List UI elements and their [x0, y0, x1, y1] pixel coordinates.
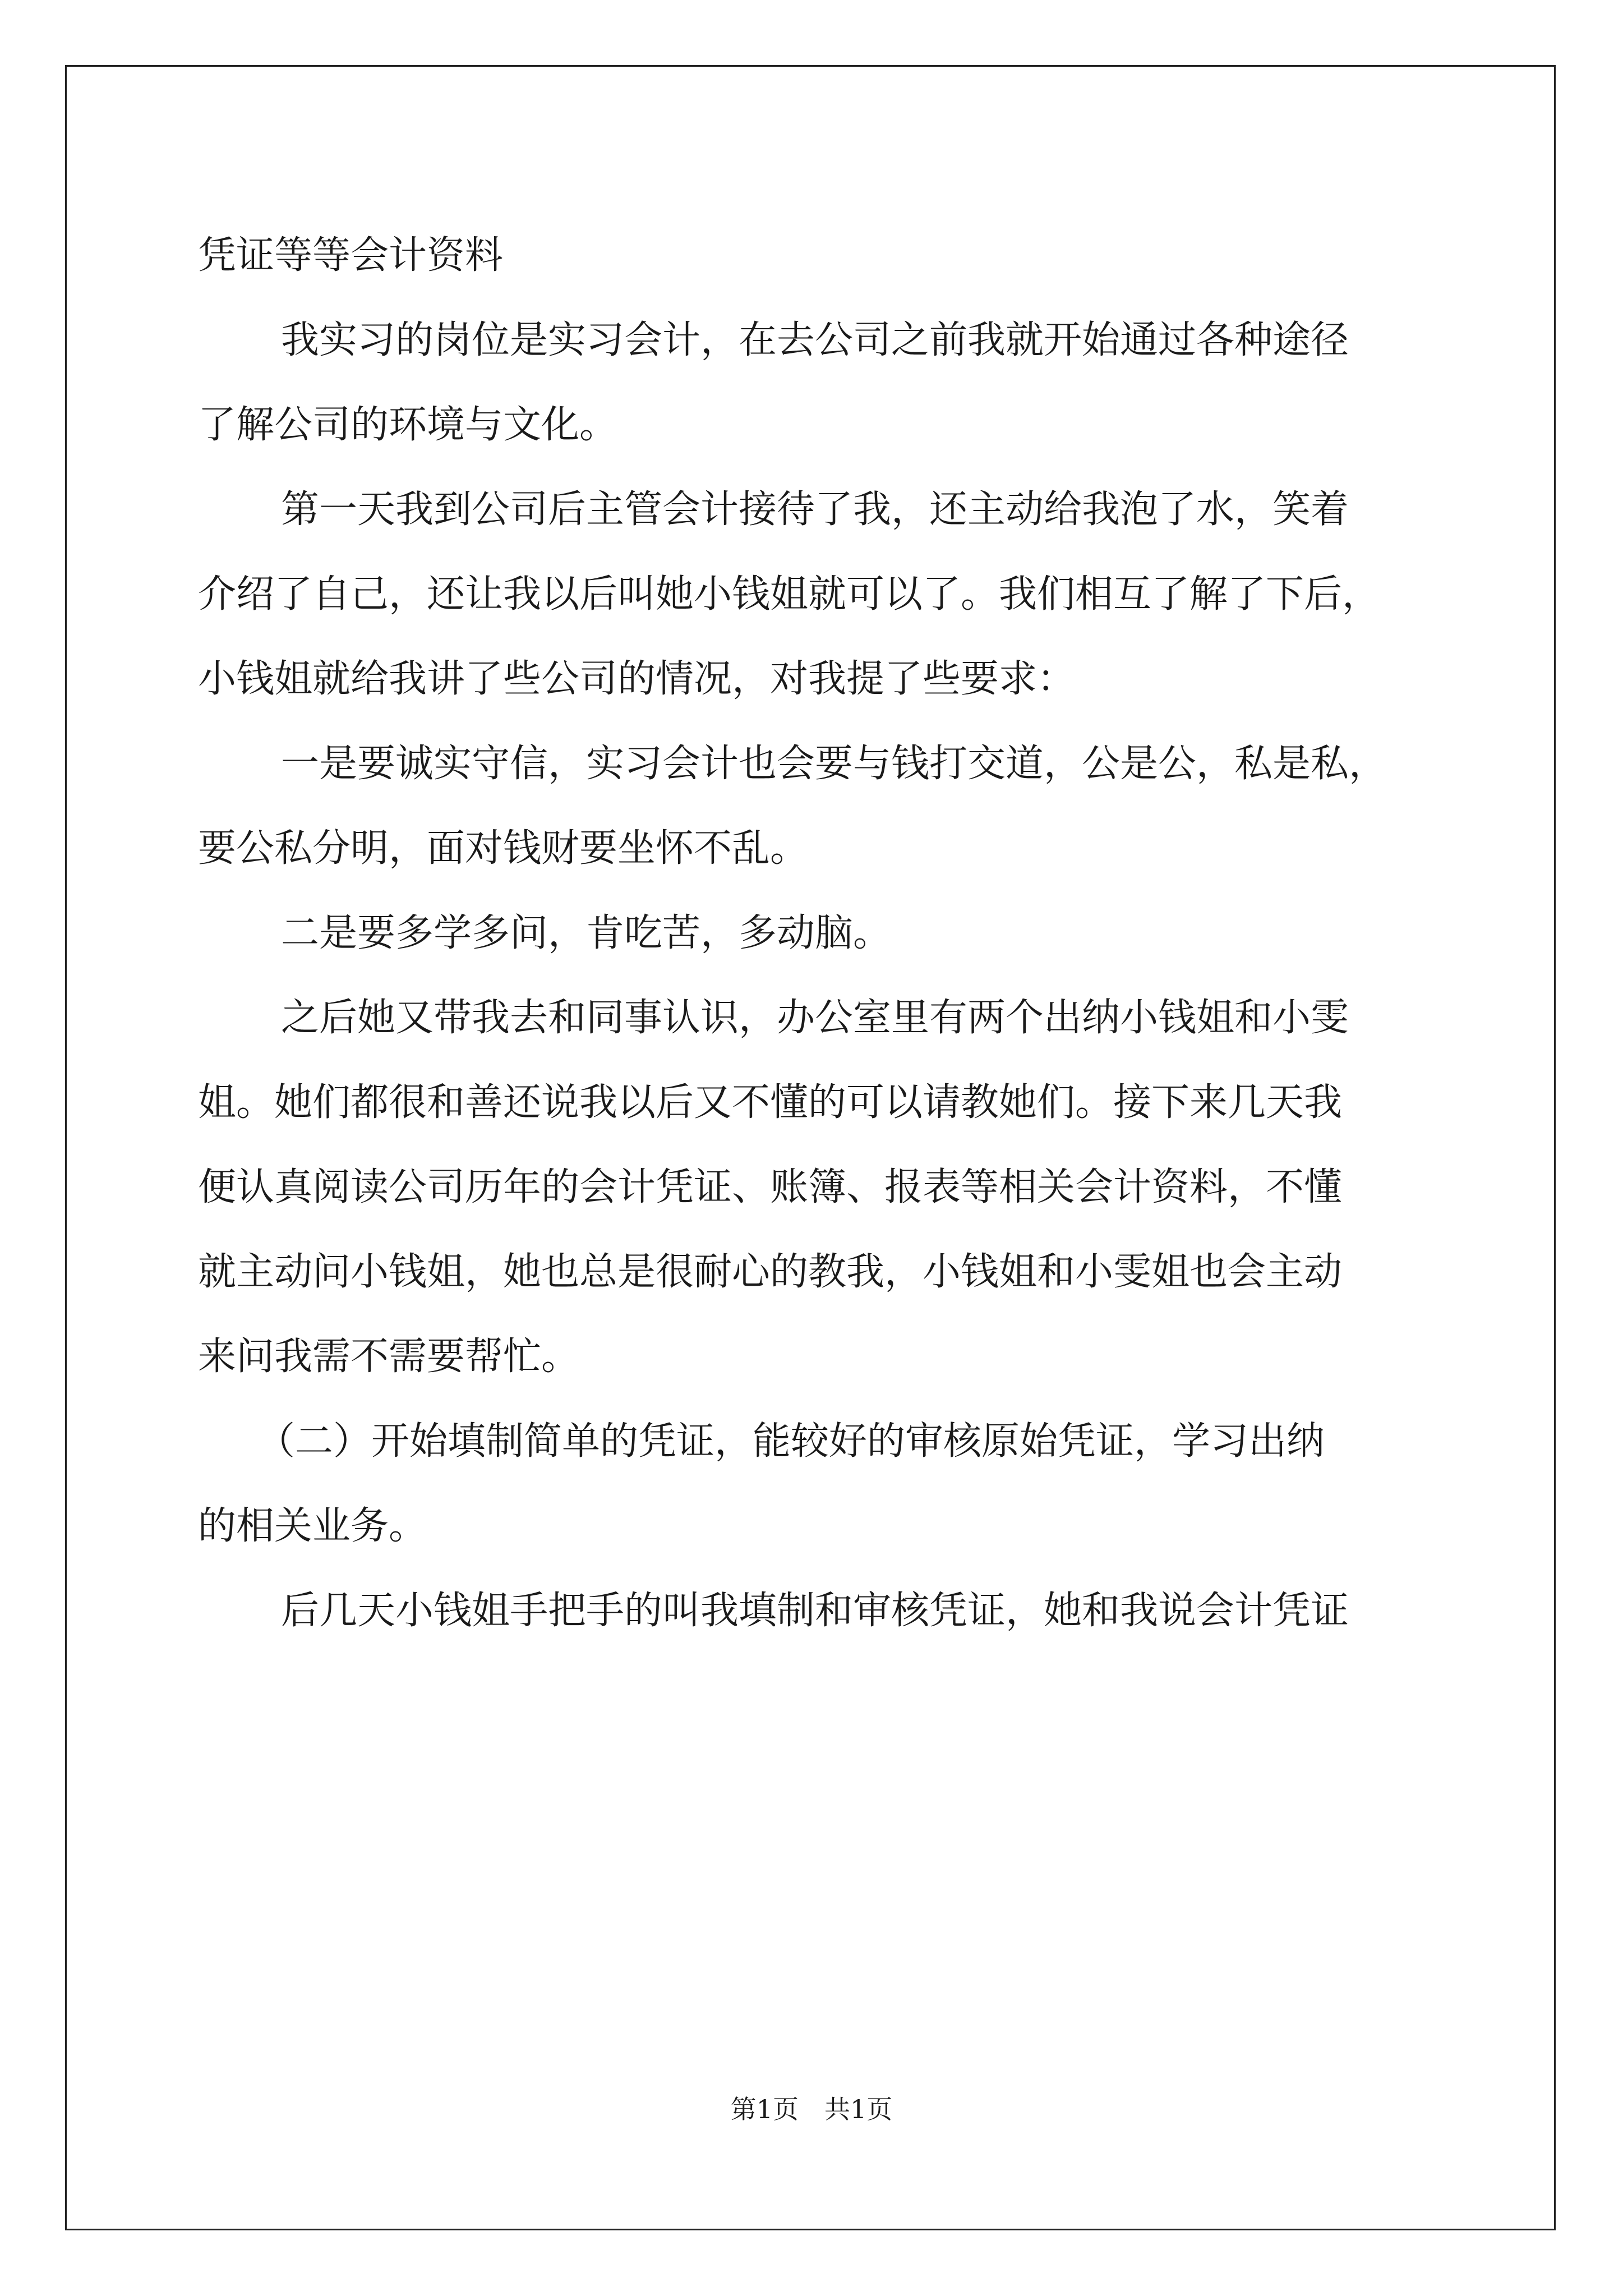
text-line: 凭证等等会计资料: [198, 233, 504, 278]
text-line: 小钱姐就给我讲了些公司的情况，对我提了些要求：: [198, 657, 1076, 701]
text-line: 第一天我到公司后主管会计接待了我，还主动给我泡了水，笑着: [281, 487, 1349, 532]
text-line: 就主动问小钱姐，她也总是很耐心的教我，小钱姐和小雯姐也会主动: [198, 1250, 1343, 1294]
text-line: 姐。她们都很和善还说我以后又不懂的可以请教她们。接下来几天我: [198, 1080, 1343, 1125]
text-line: 我实习的岗位是实习会计，在去公司之前我就开始通过各种途径: [281, 318, 1349, 362]
text-line: 介绍了自己，还让我以后叫她小钱姐就可以了。我们相互了解了下后，: [198, 572, 1381, 616]
text-line: 要公私分明，面对钱财要坐怀不乱。: [198, 826, 809, 871]
page-number: 第1页 共1页: [730, 2094, 893, 2124]
text-line: 来问我需不需要帮忙。: [198, 1335, 580, 1379]
text-line: 一是要诚实守信，实习会计也会要与钱打交道，公是公，私是私，: [281, 742, 1387, 786]
text-line: 的相关业务。: [198, 1504, 427, 1548]
document-body: [198, 213, 1437, 1653]
page-footer: [0, 2092, 1623, 2126]
text-line: 后几天小钱姐手把手的叫我填制和审核凭证，她和我说会计凭证: [281, 1589, 1349, 1633]
text-line: 了解公司的环境与文化。: [198, 403, 618, 447]
text-line: 便认真阅读公司历年的会计凭证、账簿、报表等相关会计资料，不懂: [198, 1165, 1343, 1209]
text-line: 之后她又带我去和同事认识，办公室里有两个出纳小钱姐和小雯: [281, 996, 1349, 1040]
text-line: （二）开始填制简单的凭证，能较好的审核原始凭证，学习出纳: [257, 1419, 1325, 1464]
text-line: 二是要多学多问，肯吃苦，多动脑。: [281, 911, 892, 955]
